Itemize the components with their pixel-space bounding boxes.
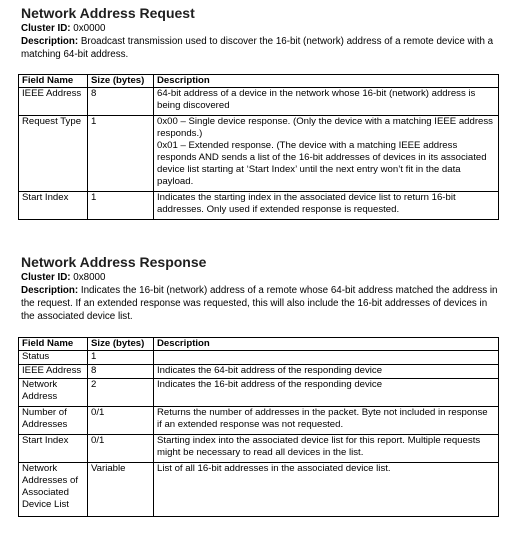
- field-size: 1: [88, 351, 154, 365]
- field-description: List of all 16-bit addresses in the associated device list.: [154, 463, 499, 517]
- request-description-text: Broadcast transmission used to discover the 16-bit (network) address of a remote device with a matching 64-bit address.: [21, 36, 494, 60]
- field-size: Variable: [88, 463, 154, 517]
- response-table: [18, 337, 499, 517]
- table-row: [19, 351, 499, 365]
- header-size: Size (bytes): [88, 75, 154, 88]
- header-size: Size (bytes): [88, 338, 154, 351]
- request-header: [21, 5, 499, 61]
- field-name: Start Index: [19, 192, 88, 220]
- request-table: [18, 74, 499, 220]
- request-cluster-id: 0x0000: [73, 23, 106, 34]
- table-header-row: [19, 75, 499, 88]
- request-title: Network Address Request: [21, 5, 195, 21]
- response-description: [21, 284, 499, 323]
- table-header-row: [19, 338, 499, 351]
- field-size: 8: [88, 88, 154, 116]
- field-name: Start Index: [19, 435, 88, 463]
- field-description: [154, 351, 499, 365]
- header-field-name: Field Name: [19, 338, 88, 351]
- request-cluster: [21, 22, 499, 35]
- header-description: Description: [154, 75, 499, 88]
- response-cluster: [21, 271, 499, 284]
- table-row: [19, 379, 499, 407]
- field-name: IEEE Address: [19, 88, 88, 116]
- field-description: Indicates the starting index in the associated device list to return 16-bit addresses. Only used if extended response is requested.: [154, 192, 499, 220]
- table-row: [19, 407, 499, 435]
- field-name: Status: [19, 351, 88, 365]
- response-header: [21, 254, 499, 323]
- request-cluster-label: Cluster ID:: [21, 23, 71, 34]
- field-description: 64-bit address of a device in the network whose 16-bit (network) address is being discovered: [154, 88, 499, 116]
- request-description-label: Description:: [21, 36, 79, 47]
- response-description-label: Description:: [21, 285, 79, 296]
- field-size: 0/1: [88, 407, 154, 435]
- field-size: 8: [88, 365, 154, 379]
- field-description: Indicates the 64-bit address of the responding device: [154, 365, 499, 379]
- response-title: Network Address Response: [21, 254, 207, 270]
- table-row: [19, 192, 499, 220]
- field-name: IEEE Address: [19, 365, 88, 379]
- field-name: Network Address: [19, 379, 88, 407]
- table-row: [19, 116, 499, 192]
- field-name: Number of Addresses: [19, 407, 88, 435]
- header-description: Description: [154, 338, 499, 351]
- field-description: Starting index into the associated device list for this report. Multiple requests might be necessary to read all devices in the list.: [154, 435, 499, 463]
- table-row: [19, 463, 499, 517]
- table-row: [19, 88, 499, 116]
- table-row: [19, 365, 499, 379]
- field-name: Network Addresses of Associated Device List: [19, 463, 88, 517]
- table-row: [19, 435, 499, 463]
- request-description: [21, 35, 499, 61]
- response-description-text: Indicates the 16-bit (network) address of a remote whose 64-bit address matched the address in the request. If an extended response was requested, this will also include the 16-bit addresses of devices in the associated device list.: [21, 285, 498, 322]
- response-cluster-id: 0x8000: [73, 272, 106, 283]
- field-description: Returns the number of addresses in the packet. Byte not included in response if an extended response was not requested.: [154, 407, 499, 435]
- response-cluster-label: Cluster ID:: [21, 272, 71, 283]
- field-description: Indicates the 16-bit address of the responding device: [154, 379, 499, 407]
- field-size: 2: [88, 379, 154, 407]
- field-size: 1: [88, 116, 154, 192]
- field-description: 0x00 – Single device response. (Only the device with a matching IEEE address responds.) 0x01 – Extended response. (The device with a matching IEEE address responds AND sends a list of the 16-bit addresses of devices in its associated device list starting at ‘Start Index’ until the next entry won’t fit in the data payload.: [154, 116, 499, 192]
- header-field-name: Field Name: [19, 75, 88, 88]
- field-size: 1: [88, 192, 154, 220]
- field-size: 0/1: [88, 435, 154, 463]
- field-name: Request Type: [19, 116, 88, 192]
